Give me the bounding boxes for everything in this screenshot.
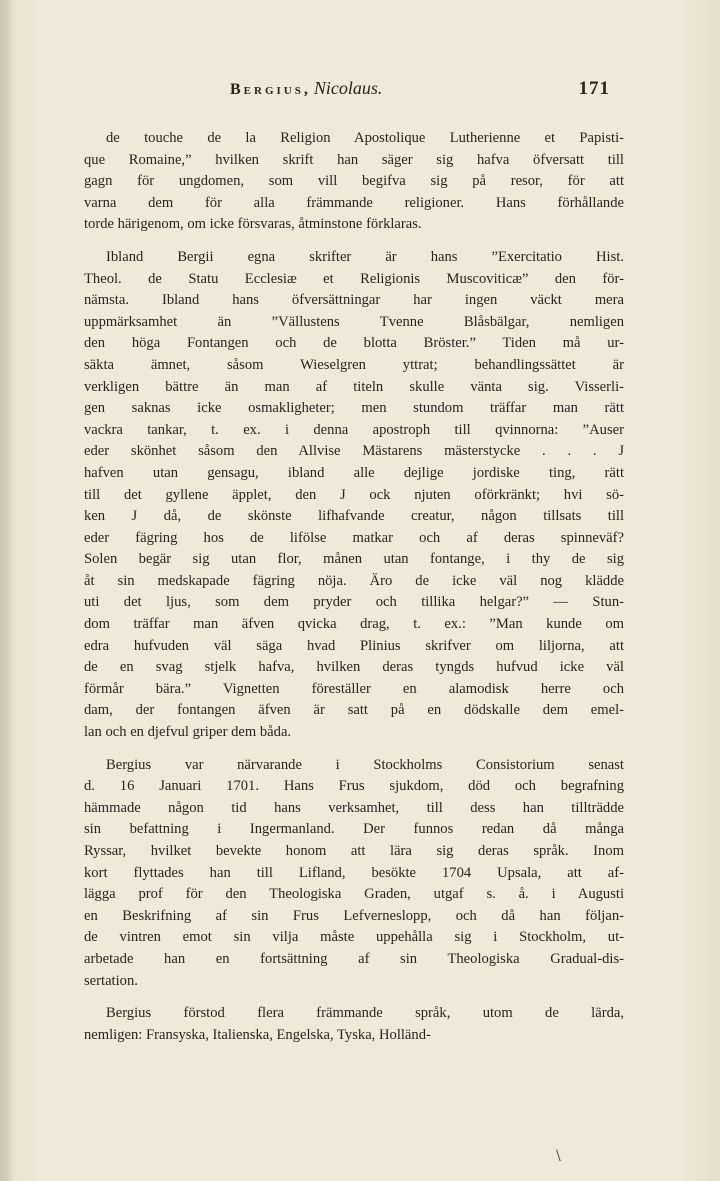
text-line: säkta ämnet, såsom Wieselgren yttrat; behandlingssättet är xyxy=(84,356,624,373)
text-line: förmår bära.” Vignetten föreställer en alamodisk herre och xyxy=(84,680,624,697)
text-line: torde härigenom, om icke försvaras, åtminstone förklaras. xyxy=(84,216,422,233)
text-line: hafven utan gensagu, ibland alle dejlige jordiske ting, rätt xyxy=(84,464,624,481)
text-line: den höga Fontangen och de blotta Bröster.” Tiden må ur- xyxy=(84,335,624,352)
running-head-given-name: Nicolaus. xyxy=(313,78,383,98)
running-head-surname: Bergius xyxy=(230,81,304,98)
text-line: dom träffar man äfven qvicka drag, t. ex.: ”Man kunde om xyxy=(84,616,624,633)
text-line: sin befattning i Ingermanland. Der funnos redan då många xyxy=(84,821,624,838)
text-line: varna dem för alla främmande religioner. Hans förhållande xyxy=(84,194,624,211)
paragraph xyxy=(84,128,624,236)
text-line: nemligen: Fransyska, Italienska, Engelska, Tyska, Holländ- xyxy=(84,1026,431,1043)
text-line: de touche de la Religion Apostolique Lutherienne et Papisti- xyxy=(106,130,624,146)
text-line: lägga prof för den Theologiska Graden, utgaf s. å. i Augusti xyxy=(84,886,624,903)
body-text xyxy=(84,128,624,1046)
text-line: que Romaine,” hvilken skrift han säger sig hafva öfversatt till xyxy=(84,151,624,168)
text-line: uti det ljus, som dem pryder och tillika helgar?” — Stun- xyxy=(84,594,624,611)
text-line: eder skönhet såsom den Allvise Mästarens mästerstycke . . . J xyxy=(84,443,624,460)
text-line: ken J då, de skönste lifhafvande creatur, någon tillsats till xyxy=(84,508,624,525)
text-line: de en svag stjelk hafva, hvilken deras tyngds hufvud icke väl xyxy=(84,659,624,676)
footer-mark: \ xyxy=(556,1148,561,1164)
text-line: Ibland Bergii egna skrifter är hans ”Exercitatio Hist. xyxy=(106,248,624,265)
text-line: Bergius förstod flera främmande språk, utom de lärda, xyxy=(106,1005,624,1022)
text-line: arbetade han en fortsättning af sin Theologiska Gradual-dis- xyxy=(84,950,624,967)
text-line: lan och en djefvul griper dem båda. xyxy=(84,724,292,741)
text-line: sertation. xyxy=(84,972,138,989)
text-line: gagn för ungdomen, som vill begifva sig på resor, för att xyxy=(84,173,624,190)
text-line: de vintren emot sin vilja måste uppehålla sig i Stockholm, ut- xyxy=(84,929,624,946)
text-line: vackra tankar, t. ex. i denna apostroph till qvinnorna: ”Auser xyxy=(84,421,624,438)
paragraph-gap xyxy=(84,744,624,755)
text-line: Solen begär sig utan flor, månen utan fontange, i thy de sig xyxy=(84,551,624,568)
page-header xyxy=(230,78,610,106)
paragraph-gap xyxy=(84,236,624,247)
text-line: eder fägring hos de lifölse matkar och af deras spinneväf? xyxy=(84,529,624,546)
text-line: d. 16 Januari 1701. Hans Frus sjukdom, död och begrafning xyxy=(84,778,624,795)
text-line: åt sin medskapade fägring nöja. Äro de icke väl nog klädde xyxy=(84,572,624,589)
text-line: hämmade någon tid hans verksamhet, till dess han tillträdde xyxy=(84,799,624,816)
text-line: edra hufvuden väl säga hvad Plinius skrifver om liljorna, att xyxy=(84,637,624,654)
text-line: Ryssar, hvilket bevekte honom att lära sig deras språk. Inom xyxy=(84,843,624,859)
paragraph xyxy=(84,1003,624,1046)
text-line: till det gyllene äpplet, den J ock njuten oförkränkt; hvi sö- xyxy=(84,486,624,503)
page-binding-edge xyxy=(0,0,12,1181)
running-head xyxy=(230,78,382,99)
text-line: kort flyttades han till Lifland, besökte 1704 Upsala, att af- xyxy=(84,864,624,881)
text-line: nämsta. Ibland hans öfversättningar har ingen väckt mera xyxy=(84,292,624,309)
text-line: en Beskrifning af sin Frus Lefverneslopp, och då han följan- xyxy=(84,907,624,924)
text-line: uppmärksamhet än ”Vällustens Tvenne Blåsbälgar, nemligen xyxy=(84,313,624,330)
paragraph xyxy=(84,247,624,744)
text-line: dam, der fontangen äfven är satt på en dödskalle dem emel- xyxy=(84,702,624,719)
text-line: gen saknas icke osmakligheter; men stundom träffar man rätt xyxy=(84,400,624,417)
text-line: verkligen bättre än man af titeln skulle vänta sig. Visserli- xyxy=(84,378,624,395)
paragraph xyxy=(84,755,624,993)
text-line: Theol. de Statu Ecclesiæ et Religionis Muscoviticæ” den för- xyxy=(84,270,624,287)
running-head-separator: , xyxy=(303,81,309,98)
page-number: 171 xyxy=(578,78,610,99)
text-line: Bergius var närvarande i Stockholms Consistorium senast xyxy=(106,756,624,773)
paragraph-gap xyxy=(84,992,624,1003)
